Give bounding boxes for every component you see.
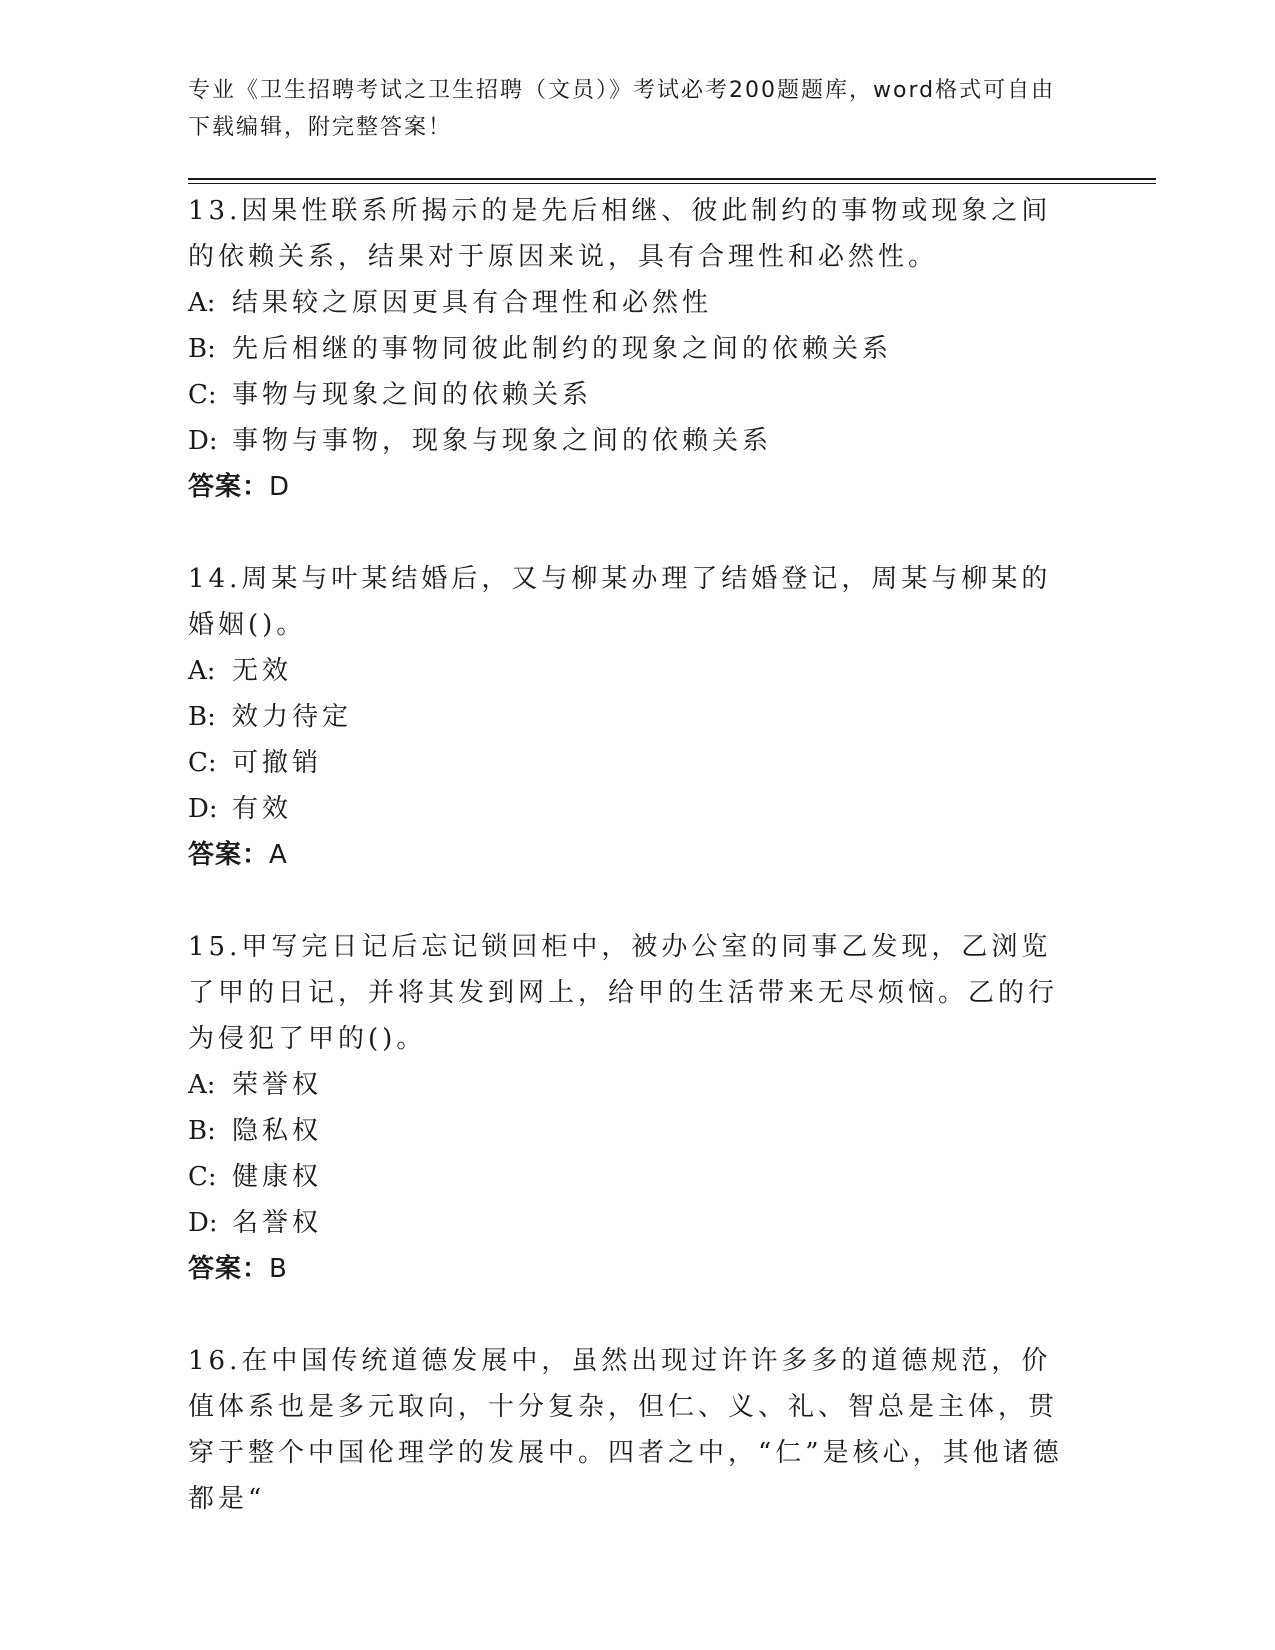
answer-value: D: [269, 472, 291, 502]
option-a: [188, 280, 1078, 326]
option-letter: B:: [188, 702, 216, 732]
option-text: 结果较之原因更具有合理性和必然性: [232, 288, 713, 318]
option-letter: C:: [188, 748, 217, 778]
question-14: [188, 556, 1078, 878]
option-letter: B:: [188, 1116, 216, 1146]
option-letter: C:: [188, 380, 217, 410]
question-text: 16.在中国传统道德发展中，虽然出现过许许多多的道德规范，价值体系也是多元取向，十分复杂，但仁、义、礼、智总是主体，贯穿于整个中国伦理学的发展中。四者之中，“仁”是核心，其他诸德都是“: [188, 1346, 1063, 1514]
answer-label: 答案：: [188, 472, 270, 502]
answer-label: 答案：: [188, 840, 270, 870]
option-text: 荣誉权: [232, 1070, 323, 1100]
option-d: [188, 1200, 1078, 1246]
question-15: [188, 924, 1078, 1292]
option-c: [188, 1154, 1078, 1200]
option-text: 效力待定: [232, 702, 353, 732]
header-rule-thin: [188, 183, 1156, 184]
option-c: [188, 740, 1078, 786]
option-letter: D:: [188, 1208, 218, 1238]
question-13: [188, 188, 1078, 510]
option-b: [188, 1108, 1078, 1154]
answer-value: B: [269, 1254, 288, 1284]
option-c: [188, 372, 1078, 418]
option-letter: A:: [188, 1070, 216, 1100]
header-rule-thick: [188, 178, 1156, 180]
answer: [188, 1246, 1078, 1292]
option-text: 可撤销: [232, 748, 323, 778]
option-letter: A:: [188, 288, 216, 318]
option-text: 先后相继的事物同彼此制约的现象之间的依赖关系: [232, 334, 893, 364]
answer: [188, 464, 1078, 510]
question-text: 15.甲写完日记后忘记锁回柜中，被办公室的同事乙发现，乙浏览了甲的日记，并将其发到网上，给甲的生活带来无尽烦恼。乙的行为侵犯了甲的()。: [188, 932, 1059, 1054]
option-text: 健康权: [232, 1162, 323, 1192]
option-text: 无效: [232, 656, 293, 686]
option-a: [188, 1062, 1078, 1108]
option-letter: A:: [188, 656, 216, 686]
option-a: [188, 648, 1078, 694]
option-d: [188, 786, 1078, 832]
question-list: [188, 188, 1078, 1568]
option-b: [188, 694, 1078, 740]
option-letter: D:: [188, 426, 218, 456]
option-text: 事物与现象之间的依赖关系: [232, 380, 593, 410]
option-text: 隐私权: [232, 1116, 323, 1146]
option-letter: B:: [188, 334, 216, 364]
question-text: 14.周某与叶某结婚后，又与柳某办理了结婚登记，周某与柳某的婚姻()。: [188, 564, 1052, 640]
option-text: 名誉权: [232, 1208, 323, 1238]
question-text: 13.因果性联系所揭示的是先后相继、彼此制约的事物或现象之间的依赖关系，结果对于原因来说，具有合理性和必然性。: [188, 196, 1052, 272]
option-letter: C:: [188, 1162, 217, 1192]
question-16: [188, 1338, 1078, 1522]
option-text: 有效: [232, 794, 293, 824]
document-header: 专业《卫生招聘考试之卫生招聘（文员）》考试必考200题题库，word格式可自由下载编辑，附完整答案！: [188, 78, 1056, 140]
answer: [188, 832, 1078, 878]
option-letter: D:: [188, 794, 218, 824]
answer-value: A: [269, 840, 288, 870]
option-text: 事物与事物，现象与现象之间的依赖关系: [232, 426, 773, 456]
answer-label: 答案：: [188, 1254, 270, 1284]
option-d: [188, 418, 1078, 464]
option-b: [188, 326, 1078, 372]
